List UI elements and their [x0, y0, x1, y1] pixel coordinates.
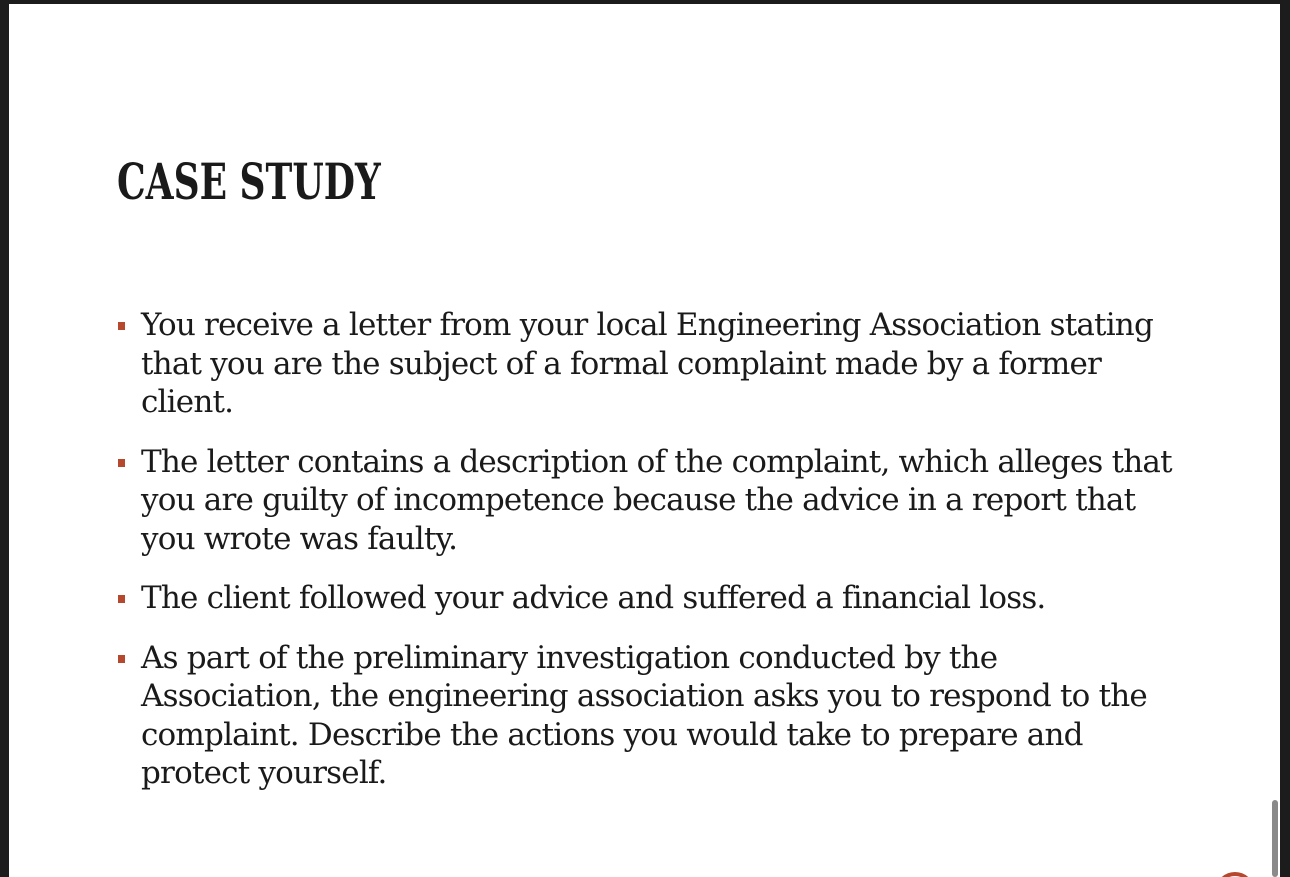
- bullet-text: You receive a letter from your local Engineering Association stating that you are the subject of a formal complaint made by a former client.: [141, 307, 1154, 420]
- slide-page: [9, 4, 1280, 877]
- bullet-item: [115, 579, 1185, 618]
- bullet-item: [115, 639, 1185, 793]
- square-bullet-icon: [118, 459, 125, 467]
- corner-circle-decoration: [1215, 872, 1255, 877]
- bullet-item: [115, 443, 1185, 559]
- square-bullet-icon: [118, 595, 125, 603]
- bullet-text: The client followed your advice and suffered a financial loss.: [141, 580, 1046, 616]
- square-bullet-icon: [118, 655, 125, 663]
- bullet-text: As part of the preliminary investigation conducted by the Association, the engineering association asks you to respond to the complaint. Describe the actions you would take to prepare and protect yourself.: [141, 639, 1147, 791]
- slide-title: CASE STUDY: [117, 152, 381, 211]
- vertical-scrollbar[interactable]: [1272, 800, 1278, 877]
- square-bullet-icon: [118, 322, 125, 330]
- bullet-list: [115, 306, 1185, 814]
- bullet-item: [115, 306, 1185, 422]
- bullet-text: The letter contains a description of the complaint, which alleges that you are guilty of incompetence because the advice in a report that you wrote was faulty.: [141, 443, 1172, 557]
